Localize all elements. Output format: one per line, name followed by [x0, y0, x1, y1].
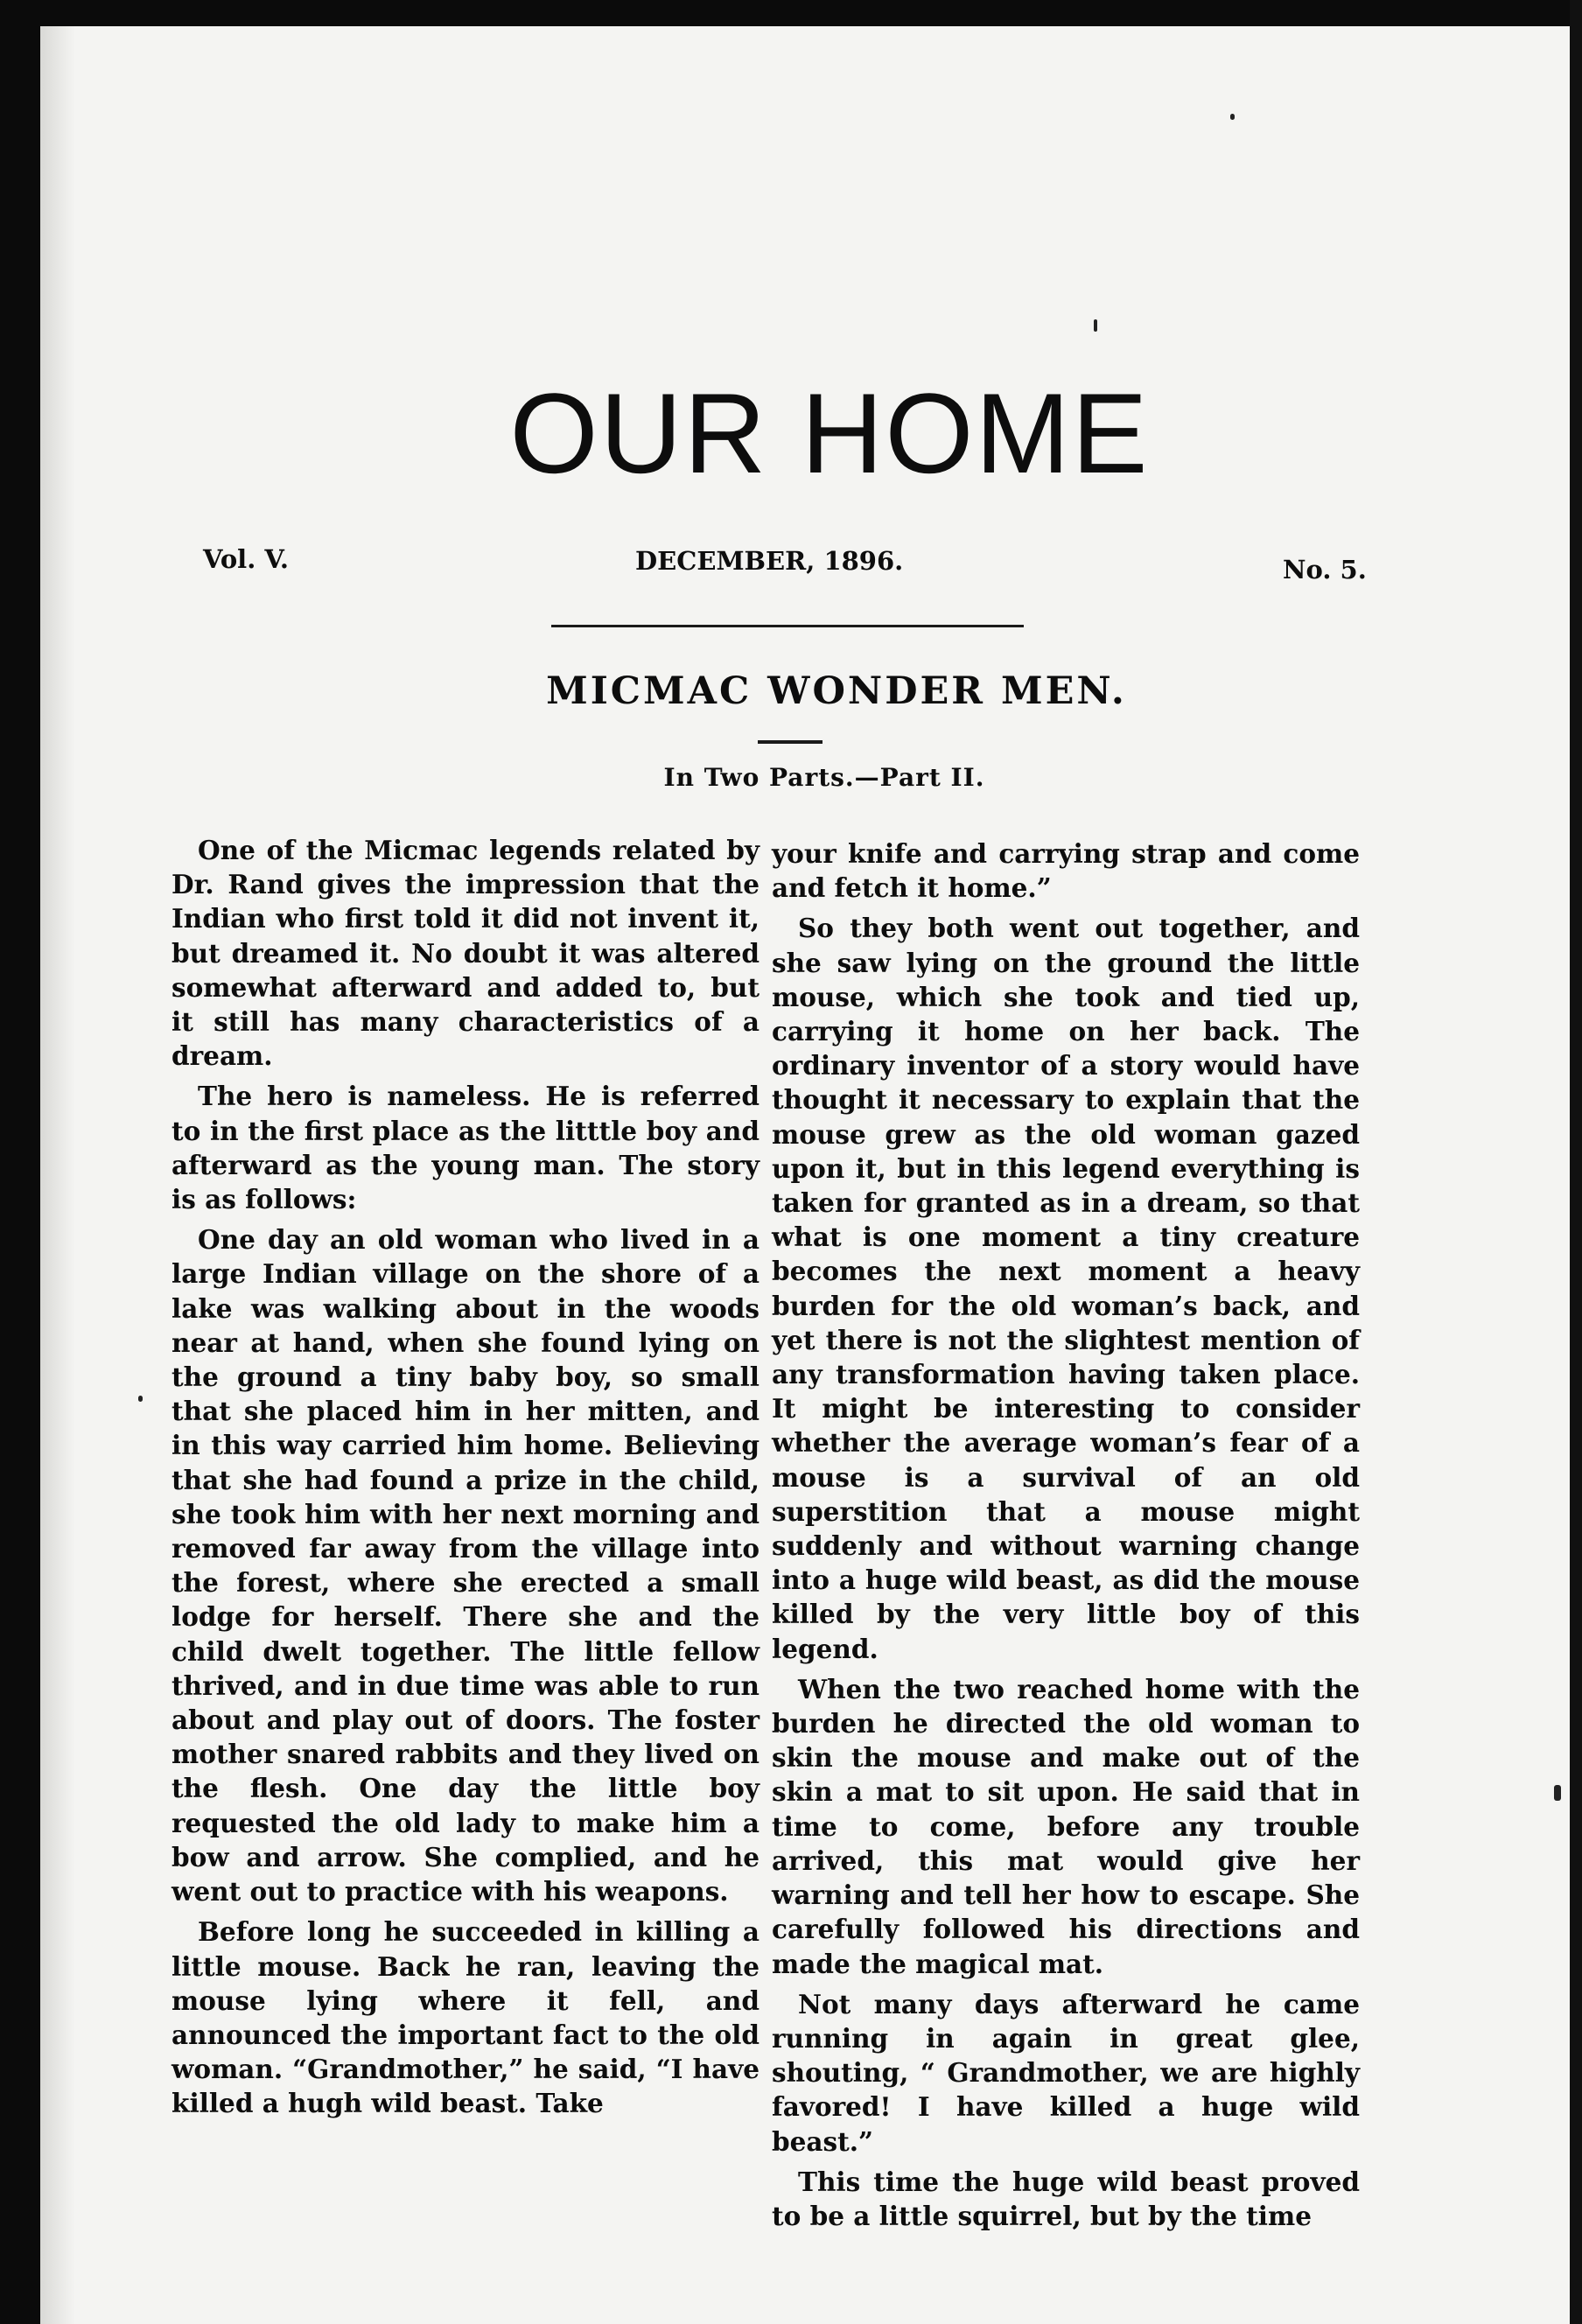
paragraph: So they both went out together, and she saw lying on the ground the little mouse, which she took and tied up, carrying it home on her back. The ordinary inventor of a story would have thought it necessary to explain that the mouse grew as the old woman gazed upon it, but in this legend everything is taken for granted as in a dream, so that what is one moment a tiny creature becomes the next moment a heavy burden for the old woman’s back, and yet there is not the slightest mention of any transformation having taken place. It might be interesting to consider whether the average woman’s fear of a mouse is a survival of an old superstition that a mouse might suddenly and without warning change into a huge wild beast, as did the mouse killed by the very little boy of this legend.: [772, 913, 1360, 1664]
paragraph: your knife and carrying strap and come and fetch it home.”: [772, 838, 1360, 904]
paragraph: One of the Micmac legends related by Dr. Rand gives the impression that the Indian who first told it did not invent it, but dreamed it. No doubt it was altered somewhat afterward and added to, but it still has many characteristics of a dream.: [172, 835, 760, 1072]
publication-title: OUR HOME: [509, 369, 1150, 497]
document-page: [40, 26, 1570, 2324]
divider-rule: [551, 625, 1024, 627]
paragraph: Not many days afterward he came running in again in great glee, shouting, “ Grandmother, we are highly favored! I have killed a huge wild beast.”: [772, 1988, 1360, 2157]
paragraph: This time the huge wild beast proved to be a little squirrel, but by the time: [772, 2166, 1360, 2231]
scan-speck: [1094, 319, 1097, 332]
left-column: [172, 833, 760, 2127]
volume-label: Vol. V.: [203, 544, 289, 574]
scan-speck: [1554, 1785, 1561, 1801]
scan-speck: [1230, 114, 1235, 120]
article-title: MICMAC WONDER MEN.: [546, 669, 1127, 713]
paragraph: When the two reached home with the burden he directed the old woman to skin the mouse and make out of the skin a mat to sit upon. He said that in time to come, before any trouble arrived, this mat would give her warning and tell her how to escape. She carefully followed his directions and made the magical mat.: [772, 1673, 1360, 1979]
paragraph: One day an old woman who lived in a large Indian village on the shore of a lake was walking about in the woods near at hand, when she found lying on the ground a tiny baby boy, so small that she placed him in her mitten, and in this way carried him home. Believing that she had found a prize in the child, she took him with her next morning and removed far away from the village into the forest, where she erected a small lodge for herself. There she and the child dwelt together. The little fellow thrived, and in due time was able to run about and play out of doors. The foster mother snared rabbits and they lived on the flesh. One day the little boy requested the old lady to make him a bow and arrow. She complied, and he went out to practice with his weapons.: [172, 1224, 760, 1908]
title-underline: [758, 740, 822, 744]
issue-number: No. 5.: [1283, 555, 1367, 584]
scan-speck: [138, 1396, 143, 1402]
paragraph: Before long he succeeded in killing a little mouse. Back he ran, leaving the mouse lying where it fell, and announced the important fact to the old woman. “Grandmother,” he said, “I have killed a hugh wild beast. Take: [172, 1916, 760, 2119]
scan-border-top: [0, 0, 1582, 30]
scan-border-left: [0, 0, 40, 2324]
paragraph: The hero is nameless. He is referred to in the first place as the litttle boy and afterward as the young man. The story is as follows:: [172, 1081, 760, 1215]
right-column: [772, 836, 1360, 2239]
issue-date: DECEMBER, 1896.: [635, 546, 904, 576]
issue-info: [40, 544, 1570, 588]
article-subtitle: In Two Parts.—Part II.: [663, 763, 985, 792]
binding-shadow: [40, 26, 75, 2324]
scan-border-right: [1570, 0, 1582, 2324]
